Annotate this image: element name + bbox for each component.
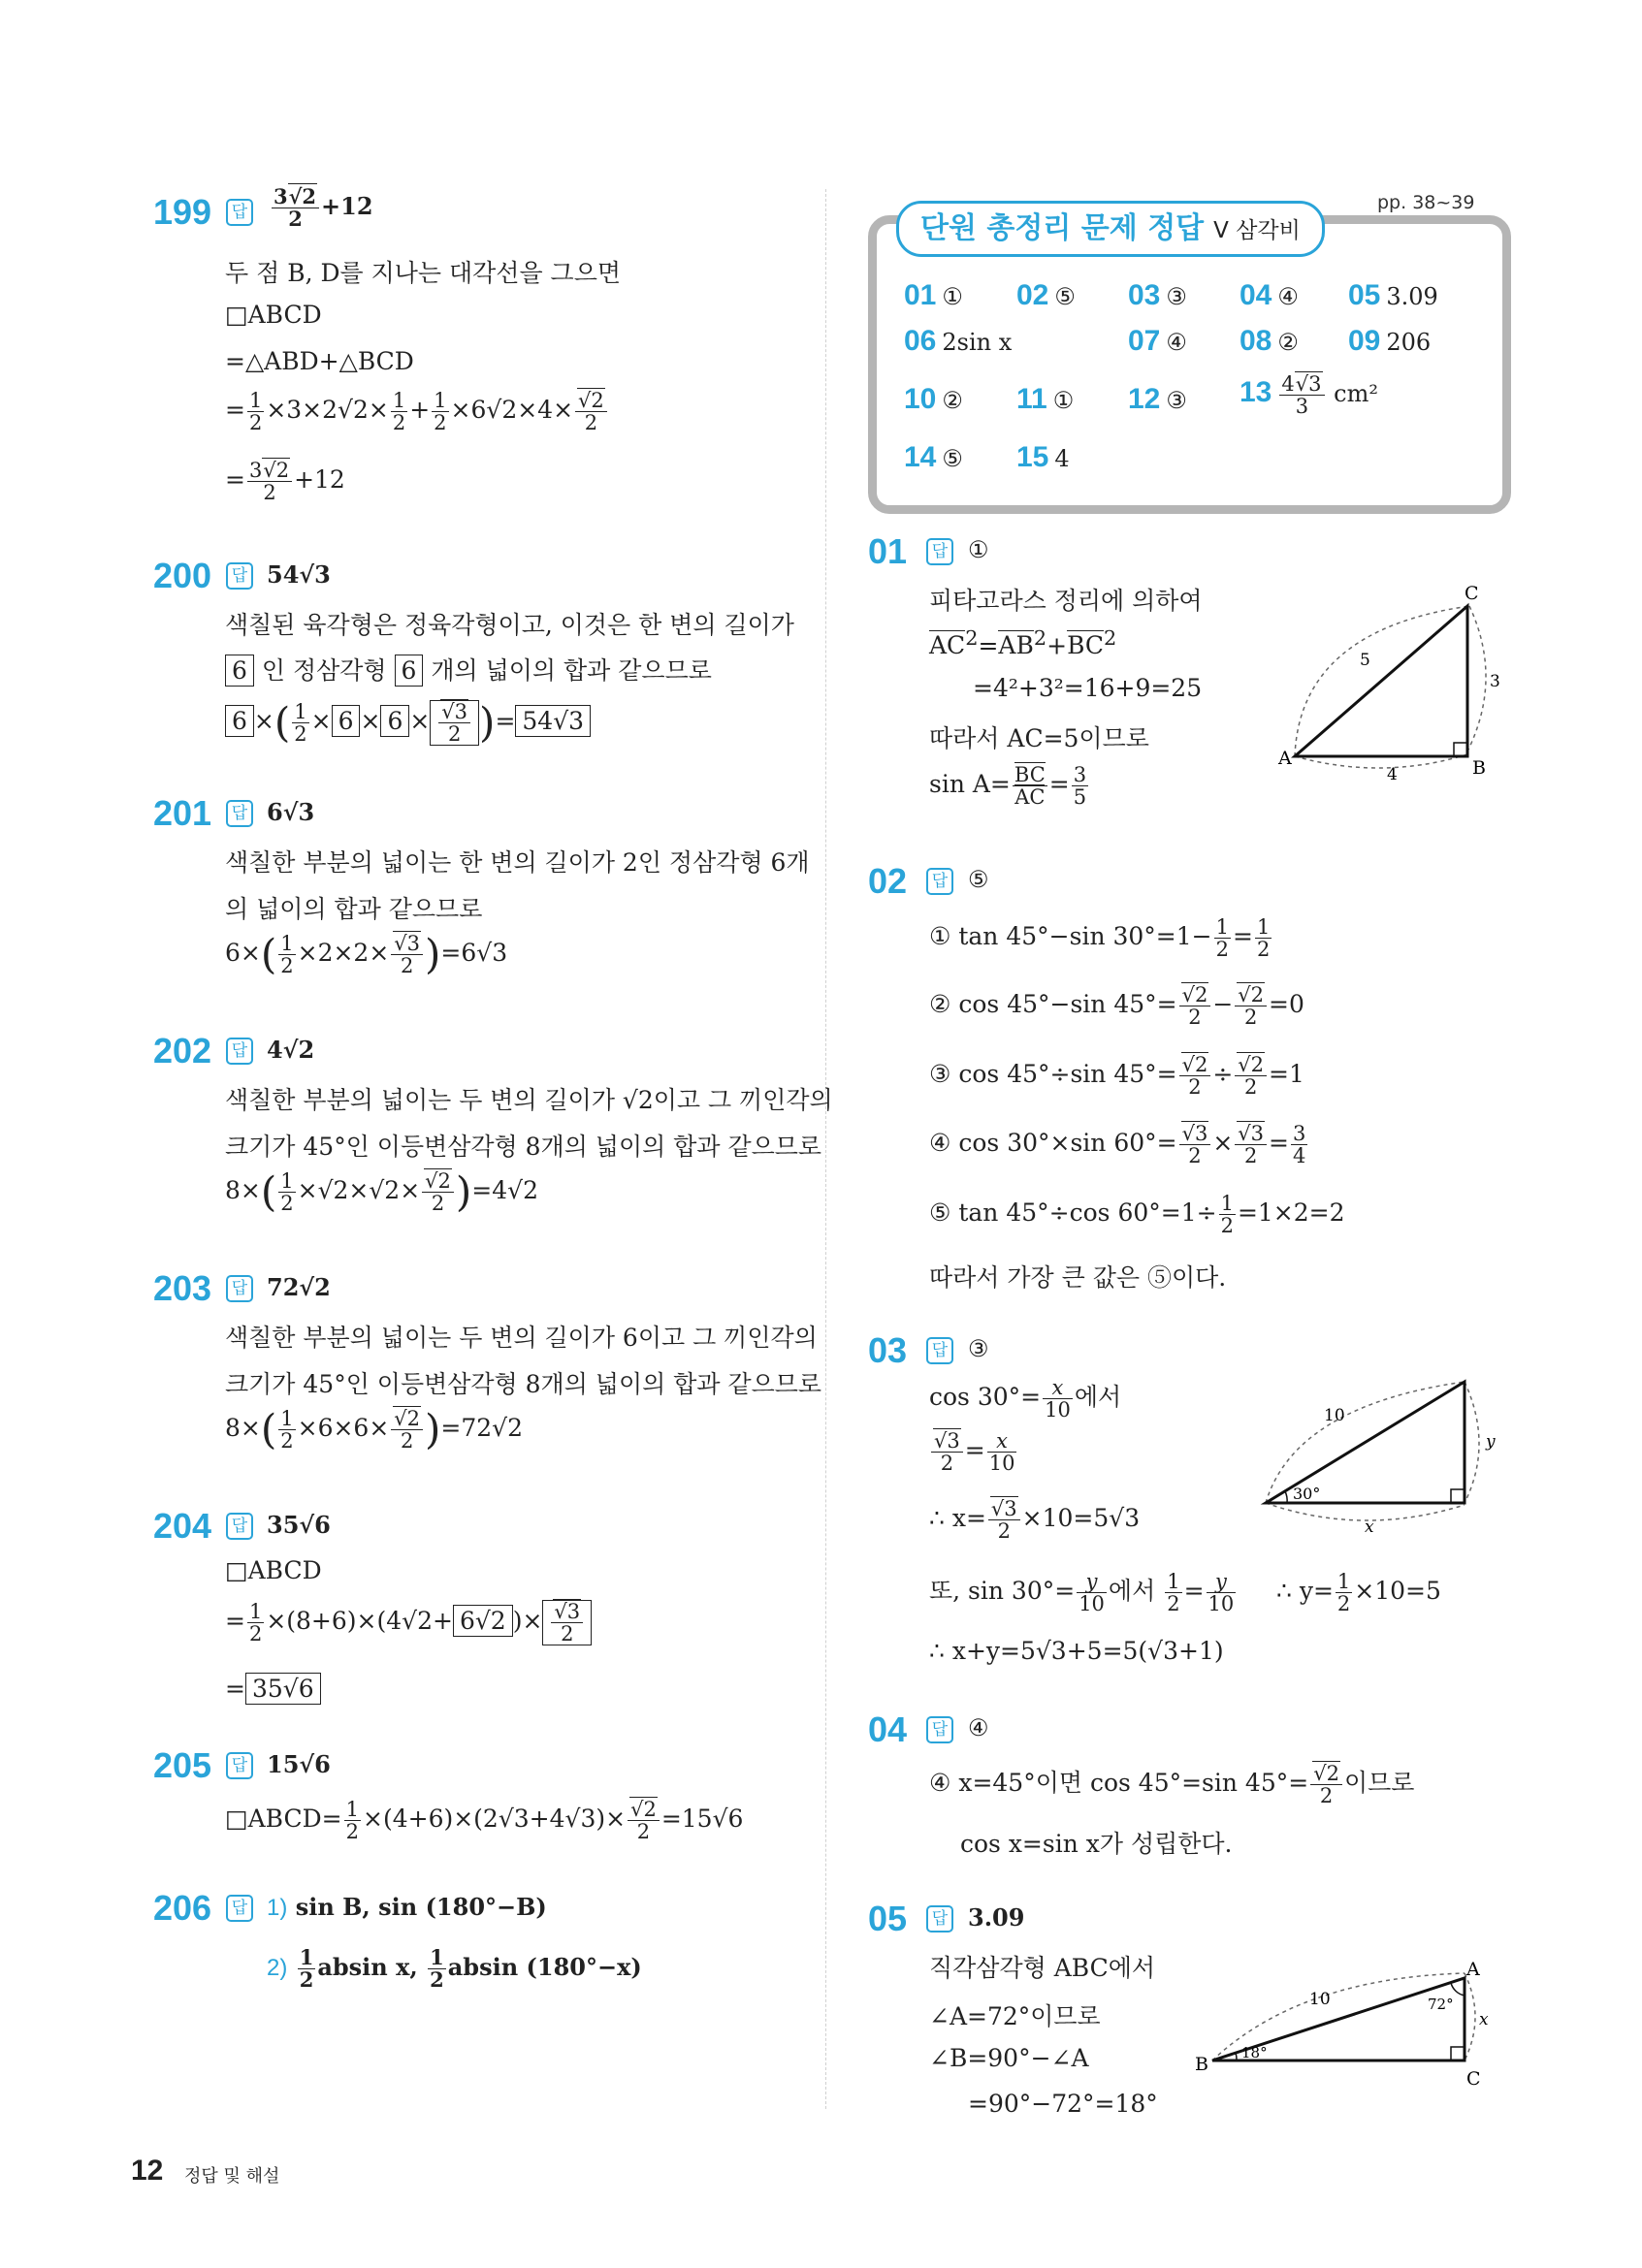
math-line: ③ cos 45°÷sin 45°= $\frac{√2}{2}$ ÷ $\frac{√2}{2}$ =1	[929, 1053, 1304, 1100]
problem-number: 204	[153, 1506, 212, 1546]
text-line: 색칠된 육각형은 정육각형이고, 이것은 한 변의 길이가	[225, 611, 794, 639]
problem-number: 201	[153, 793, 212, 833]
summary-item: 04 ④	[1240, 279, 1299, 311]
summary-item: 14 ⑤	[904, 441, 963, 473]
footer-text: 정답 및 해설	[184, 2166, 280, 2187]
answer: 6√3	[267, 798, 315, 826]
text-line: □ABCD	[225, 301, 322, 329]
answer: 35√6	[267, 1511, 331, 1539]
svg-text:10: 10	[1324, 1406, 1345, 1425]
answer-tag: 답	[226, 199, 253, 226]
text-line: 직각삼각형 ABC에서	[929, 1954, 1156, 1982]
svg-text:18°: 18°	[1241, 2044, 1268, 2061]
text-line: 두 점 B, D를 지나는 대각선을 그으면	[225, 259, 621, 287]
answer-tag: 답	[226, 1895, 253, 1922]
triangle-figure-05	[1183, 1949, 1503, 2094]
svg-text:C: C	[1465, 583, 1479, 604]
svg-text:x: x	[1479, 2010, 1489, 2029]
problem-number: 05	[868, 1899, 908, 1938]
math-line: ④ x=45°이면 cos 45°=sin 45°= $\frac{√2}{2}$ 이므로	[929, 1762, 1415, 1808]
summary-item: 07 ④	[1128, 325, 1187, 357]
answer-tag: 답	[226, 1038, 253, 1065]
math-line: = $\frac{1}{2}$ ×(8+6)×(4√2+ 6√2 )× $\frac{√3}{2}$	[225, 1600, 592, 1645]
answer-tag: 답	[226, 800, 253, 827]
svg-text:C: C	[1466, 2068, 1481, 2090]
math-line: $AC^2=AB^2+BC^2$	[929, 626, 1117, 660]
text-line: 따라서 가장 큰 값은 ⑤이다.	[929, 1263, 1227, 1292]
text-line: 색칠한 부분의 넓이는 두 변의 길이가 √2이고 그 끼인각의	[225, 1086, 833, 1114]
text-line: 색칠한 부분의 넓이는 두 변의 길이가 6이고 그 끼인각의	[225, 1324, 818, 1352]
answer-tag: 답	[926, 868, 953, 895]
text-line: 피타고라스 정리에 의하여	[929, 587, 1203, 615]
answer: 72√2	[267, 1273, 331, 1301]
math-line: 또, sin 30°= $\frac{y}{10}$ 에서 $\frac{1}{2}$ = $\frac{y}{10}$ ∴ y= $\frac{1}{2}$ ×10=5	[929, 1570, 1441, 1616]
math-line: ① tan 45°−sin 30°=1− $\frac{1}{2}$ = $\frac{1}{2}$	[929, 915, 1271, 962]
text-line: =△ABD+△BCD	[225, 347, 414, 375]
svg-text:4: 4	[1387, 765, 1398, 784]
answer-tag: 답	[926, 1716, 953, 1743]
math-line: 8×( $\frac{1}{2}$ ×√2×√2× $\frac{√2}{2}$ )=4√2	[225, 1167, 538, 1216]
summary-item: 09 206	[1348, 325, 1432, 357]
problem-number: 200	[153, 556, 212, 595]
answer: 15√6	[267, 1750, 331, 1778]
math-line: = $\frac{1}{2}$ ×3×2√2× $\frac{1}{2}$ + $\frac{1}{2}$ ×6√2×4× $\frac{√2}{2}$	[225, 390, 609, 433]
math-line: sin A= $\frac{BC}{AC}$ = $\frac{3}{5}$	[929, 763, 1087, 810]
summary-title: 단원 총정리 문제 정답 Ⅴ 삼각비	[896, 201, 1325, 257]
summary-item: 10 ②	[904, 383, 963, 415]
problem-number: 203	[153, 1268, 212, 1308]
text-line: □ABCD	[225, 1556, 322, 1584]
math-line: cos 30°= $\frac{x}{10}$ 에서	[929, 1376, 1122, 1422]
answer: ④	[968, 1714, 989, 1741]
summary-item: 05 3.09	[1348, 279, 1438, 311]
svg-text:30°: 30°	[1293, 1485, 1321, 1503]
answer: 4√2	[267, 1036, 315, 1064]
answer-tag: 답	[926, 1905, 953, 1933]
answer-tag: 답	[226, 1752, 253, 1779]
summary-item: 03 ③	[1128, 279, 1187, 311]
text-line: cos x=sin x가 성립한다.	[960, 1830, 1233, 1858]
problem-number: 205	[153, 1745, 212, 1785]
svg-text:B: B	[1472, 757, 1486, 779]
problem-number: 206	[153, 1888, 212, 1928]
answer: 1) sin B, sin (180°−B)	[267, 1893, 547, 1921]
math-line: □ABCD= $\frac{1}{2}$ ×(4+6)×(2√3+4√3)× $\frac{√2}{2}$ =15√6	[225, 1798, 744, 1844]
math-line: ⑤ tan 45°÷cos 60°=1÷ $\frac{1}{2}$ =1×2=2	[929, 1192, 1345, 1238]
answer: 3.09	[968, 1903, 1025, 1932]
svg-text:10: 10	[1309, 1990, 1331, 2009]
problem-number: 01	[868, 531, 908, 571]
svg-text:3: 3	[1490, 672, 1500, 691]
summary-item: 08 ②	[1240, 325, 1299, 357]
math-line: ∴ x+y=5√3+5=5(√3+1)	[929, 1637, 1224, 1665]
page-number: 12	[131, 2155, 164, 2187]
math-line: ② cos 45°−sin 45°= $\frac{√2}{2}$ − $\frac{√2}{2}$ =0	[929, 983, 1304, 1030]
math-line: =4²+3²=16+9=25	[973, 674, 1203, 702]
text-line: 따라서 AC=5이므로	[929, 724, 1149, 752]
answer-tag: 답	[226, 1513, 253, 1540]
math-line: 6 ×( $\frac{1}{2}$ × 6 × 6 × $\frac{√3}{2}$ )= 54√3	[225, 700, 591, 746]
answer-tag: 답	[926, 538, 953, 565]
problem-number: 199	[153, 192, 212, 232]
math-line: = 35√6	[225, 1673, 321, 1705]
summary-item: 15 4	[1016, 441, 1070, 473]
column-divider	[825, 189, 826, 2109]
answer: ⑤	[968, 866, 989, 893]
problem-number: 202	[153, 1031, 212, 1070]
problem-number: 03	[868, 1330, 908, 1370]
summary-item: 02 ⑤	[1016, 279, 1076, 311]
triangle-figure-03	[1256, 1367, 1508, 1532]
svg-text:x: x	[1365, 1517, 1374, 1532]
problem-number: 04	[868, 1709, 908, 1749]
answer: ①	[968, 536, 989, 563]
math-line: ∴ x= $\frac{√3}{2}$ ×10=5√3	[929, 1497, 1141, 1544]
text-line: ∠A=72°이므로	[929, 2002, 1101, 2030]
math-line: $\frac{√3}{2}$ = $\frac{x}{10}$	[929, 1430, 1018, 1474]
text-line: 크기가 45°인 이등변삼각형 8개의 넓이의 합과 같으므로	[225, 1133, 822, 1161]
math-line: =90°−72°=18°	[968, 2090, 1158, 2118]
summary-item: 06 2sin x	[904, 325, 1013, 357]
answer-tag: 답	[226, 562, 253, 590]
summary-item: 11 ①	[1016, 383, 1075, 415]
triangle-figure-01	[1261, 572, 1513, 795]
svg-text:A: A	[1278, 748, 1292, 769]
answer: ③	[968, 1335, 989, 1362]
answer: 54√3	[267, 560, 331, 589]
svg-text:A: A	[1466, 1959, 1480, 1980]
answer: 2) $\frac{1}{2}$ absin x, $\frac{1}{2}$ absin (180°−x)	[267, 1945, 642, 1993]
summary-item: 01 ①	[904, 279, 963, 311]
text-line: ∠B=90°−∠A	[929, 2044, 1089, 2072]
answer: $\frac{3√2}{2}$ +12	[274, 184, 373, 232]
text-line: 의 넓이의 합과 같으므로	[225, 895, 483, 923]
problem-number: 02	[868, 861, 908, 901]
math-line: ④ cos 30°×sin 60°= $\frac{√3}{2}$ × $\frac{√3}{2}$ = $\frac{3}{4}$	[929, 1122, 1306, 1168]
math-line: 8×( $\frac{1}{2}$ ×6×6× $\frac{√2}{2}$ )=72√2	[225, 1405, 524, 1453]
summary-box	[868, 215, 1511, 514]
math-line: 6×( $\frac{1}{2}$ ×2×2× $\frac{√3}{2}$ )=6√3	[225, 930, 508, 978]
answer-tag: 답	[226, 1275, 253, 1302]
svg-text:72°: 72°	[1428, 1996, 1454, 2013]
text-line: 6 인 정삼각형 6 개의 넓이의 합과 같으므로	[225, 652, 712, 687]
math-line: = $\frac{3√2}{2}$ +12	[225, 459, 345, 505]
svg-text:B: B	[1195, 2054, 1208, 2075]
page-range: pp. 38~39	[1377, 192, 1475, 213]
svg-text:5: 5	[1360, 651, 1370, 670]
summary-item: 12 ③	[1128, 383, 1187, 415]
svg-text:y: y	[1486, 1432, 1496, 1452]
answer-tag: 답	[926, 1337, 953, 1364]
summary-item: 13 $\frac{4√3}{3}$ cm²	[1240, 372, 1378, 419]
text-line: 크기가 45°인 이등변삼각형 8개의 넓이의 합과 같으므로	[225, 1370, 822, 1398]
text-line: 색칠한 부분의 넓이는 한 변의 길이가 2인 정삼각형 6개	[225, 848, 810, 877]
